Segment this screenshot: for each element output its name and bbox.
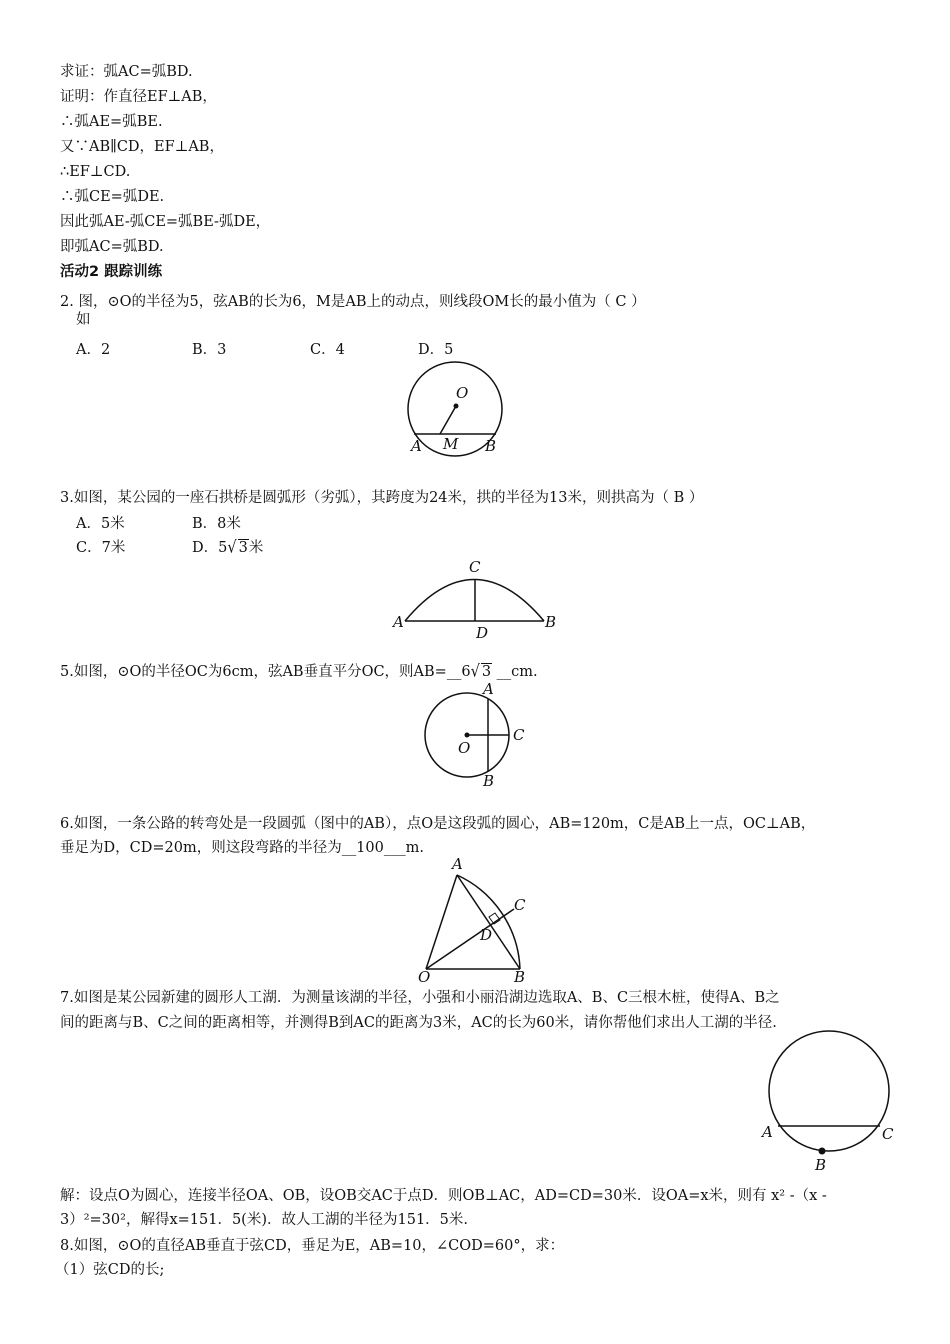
q3-option-d-suffix: 米: [248, 540, 264, 556]
radical-sign-icon: √: [227, 538, 237, 558]
q6-figure: [410, 852, 550, 984]
q6-chord-ab: [457, 875, 520, 969]
q2-label-o: O: [456, 384, 469, 402]
q5-figure: [418, 678, 538, 790]
q2-center-dot: [454, 404, 459, 409]
q2-option-a: A．2: [76, 342, 111, 358]
q6-label-b: B: [514, 968, 526, 984]
q3-label-c: C: [469, 558, 481, 576]
proof-line-6: ∴弧CE=弧DE.: [60, 189, 165, 205]
q7-solution-line-2: 3）²=30²，解得x=151．5(米)．故人工湖的半径为151．5米.: [60, 1212, 469, 1228]
q2-option-d: D．5: [418, 342, 454, 358]
q2-option-c: C．4: [310, 342, 345, 358]
q3-option-a: A．5米: [76, 516, 125, 532]
q5-radicand: 3: [481, 664, 492, 680]
q7-point-b: [819, 1148, 826, 1155]
q2-segment-om: [440, 406, 456, 434]
q6-line-2: 垂足为D，CD=20m，则这段弯路的半径为__100___m.: [60, 840, 424, 856]
proof-line-7: 因此弧AE-弧CE=弧BE-弧DE，: [60, 214, 271, 230]
q5-center-dot: [465, 733, 470, 738]
q5-stem-suffix: __cm.: [492, 664, 538, 680]
q8-line-1: 8.如图，⊙O的直径AB垂直于弦CD，垂足为E，AB=10，∠COD=60°，求：: [60, 1238, 565, 1254]
q2-stem: 2. 图，⊙O的半径为5，弦AB的长为6，M是AB上的动点，则线段OM长的最小值为（ C ）: [60, 294, 646, 310]
q7-lake-circle: [769, 1031, 889, 1151]
q5-label-c: C: [513, 726, 525, 744]
q3-label-a: A: [393, 613, 404, 631]
q3-option-d-prefix: D．5: [192, 540, 228, 556]
q3-label-d: D: [476, 624, 489, 642]
q6-label-c: C: [514, 896, 526, 914]
proof-line-3: ∴弧AE=弧BE.: [60, 114, 163, 130]
q6-segment-oc: [426, 909, 514, 969]
proof-line-4: 又∵AB∥CD，EF⊥AB，: [60, 139, 224, 155]
q6-label-a: A: [452, 855, 463, 873]
q6-radius-oa: [426, 875, 457, 969]
q3-option-c: C．7米: [76, 540, 126, 556]
q3-stem: 3.如图，某公园的一座石拱桥是圆弧形（劣弧），其跨度为24米，拱的半径为13米，则拱高为（ B ）: [60, 490, 704, 506]
activity-heading: 活动2 跟踪训练: [60, 264, 163, 280]
q7-label-b: B: [815, 1156, 827, 1174]
proof-line-5: ∴EF⊥CD.: [60, 164, 131, 180]
q7-label-a: A: [762, 1123, 773, 1141]
q7-line-1: 7.如图是某公园新建的圆形人工湖．为测量该湖的半径，小强和小丽沿湖边选取A、B、C三根木桩，使得A、B之: [60, 990, 780, 1006]
q8-line-2: （1）弦CD的长;: [55, 1262, 165, 1278]
q7-solution-line-1: 解：设点O为圆心，连接半径OA、OB，设OB交AC于点D．则OB⊥AC，AD=CD=30米．设OA=x米，则有 x² -（x -: [60, 1188, 827, 1204]
q2-option-b: B．3: [192, 342, 227, 358]
q5-label-b: B: [483, 772, 495, 790]
q7-label-c: C: [882, 1125, 894, 1143]
q2-label-m: M: [443, 435, 459, 453]
q3-label-b: B: [545, 613, 557, 631]
q5-label-a: A: [483, 680, 494, 698]
q2-stem-tail: 如: [76, 312, 91, 328]
q3-option-d-radicand: 3: [238, 540, 248, 556]
q7-figure: [756, 1028, 906, 1178]
proof-line-1: 求证：弧AC=弧BD.: [60, 64, 193, 80]
q5-label-o: O: [458, 739, 471, 757]
q6-label-o: O: [418, 968, 431, 984]
q6-label-d: D: [480, 926, 493, 944]
proof-line-8: 即弧AC=弧BD.: [60, 239, 164, 255]
q2-figure: [400, 360, 520, 460]
q3-figure: [388, 552, 568, 644]
q6-line-1: 6.如图，一条公路的转弯处是一段圆弧（图中的AB），点O是这段弧的圆心，AB=120m，C是AB上一点，OC⊥AB，: [60, 816, 816, 832]
q5-stem-prefix: 5.如图，⊙O的半径OC为6cm，弦AB垂直平分OC，则AB=__6: [60, 664, 471, 680]
q3-option-d: [192, 538, 263, 558]
q2-label-a: A: [411, 437, 422, 455]
q7-line-2: 间的距离与B、C之间的距离相等，并测得B到AC的距离为3米，AC的长为60米，请你帮他们求出人工湖的半径.: [60, 1015, 777, 1031]
q3-option-b: B．8米: [192, 516, 241, 532]
radical-sign-icon: √: [470, 662, 480, 682]
q2-label-b: B: [485, 437, 497, 455]
proof-line-2: 证明：作直径EF⊥AB，: [60, 89, 217, 105]
